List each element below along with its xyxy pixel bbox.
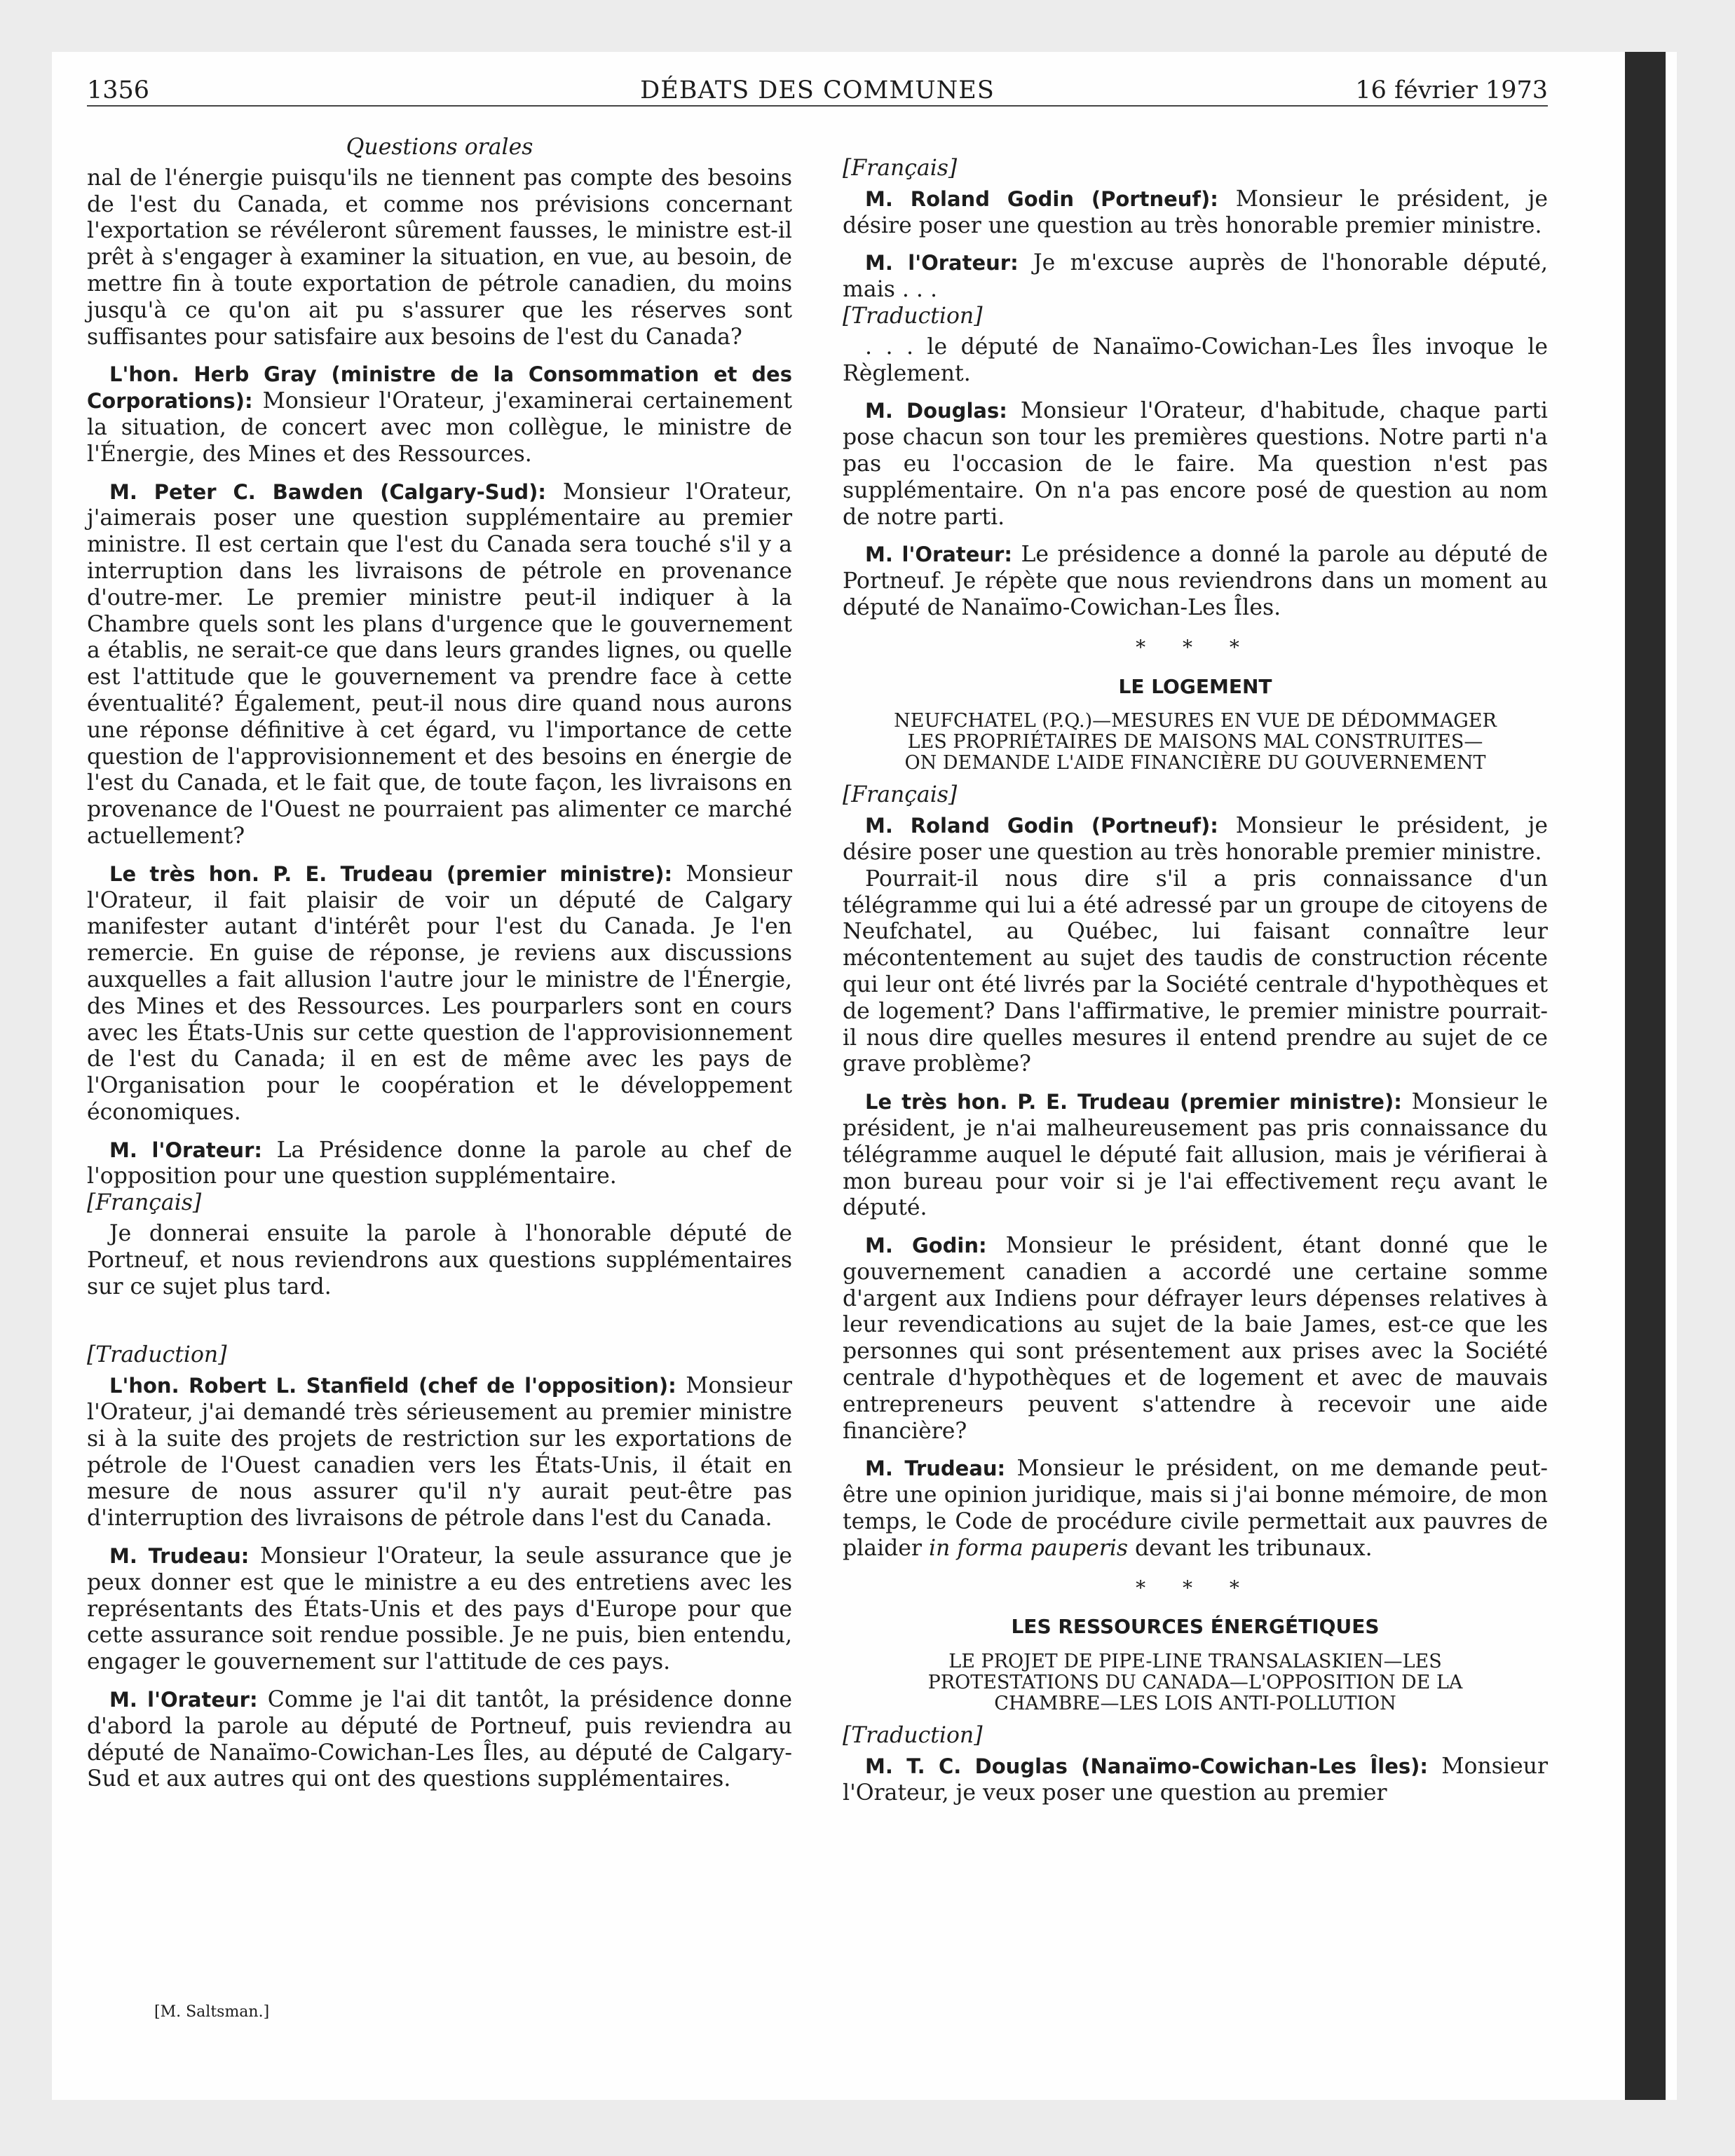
speaker-name: L'hon. Robert L. Stanfield (chef de l'opposition): — [109, 1374, 676, 1398]
language-marker: [Français] — [87, 1190, 202, 1216]
subheading-line: LE PROJET DE PIPE-LINE TRANSALASKIEN—LES — [948, 1651, 1442, 1673]
page-number: 1356 — [87, 76, 150, 104]
speaker-name: M. Trudeau: — [109, 1544, 250, 1569]
speech — [87, 1138, 792, 1191]
speech-text: Monsieur le président, je désire poser une question au très honorable premier ministre. — [843, 813, 1548, 865]
running-head: Questions orales — [346, 135, 533, 160]
section-separator: * * * — [1136, 1576, 1255, 1599]
speech — [87, 861, 792, 1126]
left-column — [87, 135, 792, 1804]
language-marker: [Français] — [843, 156, 958, 181]
speech — [843, 542, 1548, 621]
footer-note: [M. Saltsman.] — [154, 2003, 270, 2021]
speech — [843, 1456, 1548, 1562]
speech — [843, 186, 1548, 240]
speaker-name: L'hon. Herb Gray (ministre de la Consommation et des Corporations): — [87, 362, 792, 414]
subheading-line: LES PROPRIÉTAIRES DE MAISONS MAL CONSTRUITES— — [907, 731, 1483, 753]
paragraph: Je donnerai ensuite la parole à l'honorable député de Portneuf, et nous reviendrons aux questions supplémentaires sur ce sujet plus tard. — [87, 1221, 792, 1299]
speaker-name: M. Peter C. Bawden (Calgary-Sud): — [109, 479, 546, 504]
language-marker: [Traduction] — [843, 1723, 983, 1749]
speaker-name: Le très hon. P. E. Trudeau (premier ministre): — [865, 1090, 1402, 1114]
paragraph: . . . le député de Nanaïmo-Cowichan-Les Îles invoque le Règlement. — [843, 334, 1548, 386]
section-title: LES RESSOURCES ÉNERGÉTIQUES — [1011, 1615, 1380, 1639]
speaker-name: Le très hon. P. E. Trudeau (premier ministre): — [109, 861, 673, 886]
speech-text: devant les tribunaux. — [1128, 1535, 1373, 1561]
speech-text: Monsieur l'Orateur, j'ai demandé très sérieusement au premier ministre si à la suite des projets de restriction sur les exportations de pétrole de l'Ouest canadien vers les États-Unis, il était en mesure de nous assurer qu'il n'y aurait peut-être pas d'interruption des livraisons de pétrole dans l'est du Canada. — [87, 1373, 792, 1531]
speech-text: Monsieur l'Orateur, j'aimerais poser une question supplémentaire au premier ministre. Il est certain que l'est du Canada sera touché s'il y a interruption dans les livraisons de pétrole en provenance d'outre-mer. Le premier ministre peut-il indiquer à la Chambre quels sont les plans d'urgence que le gouvernement a établis, ne serait-ce que dans leurs grandes lignes, ou quelle est l'attitude que le gouvernement va prendre face à cette éventualité? Également, peut-il nous dire quand nous aurons une réponse définitive à cet égard, vu l'importance de cette question de l'approvisionnement et des besoins en énergie de l'est du Canada, et le fait que, de toute façon, les livraisons en provenance de l'Ouest ne pourraient pas alimenter ce marché actuellement? — [87, 479, 792, 849]
speech-text: Monsieur l'Orateur, la seule assurance que je peux donner est que le ministre a eu des entretiens avec les représentants des États-Unis et des pays d'Europe pour que cette assurance soit rendue possible. Je ne puis, bien entendu, engager le gouvernement sur l'attitude de ces pays. — [87, 1543, 792, 1675]
speaker-name: M. Godin: — [865, 1234, 987, 1258]
latin-phrase: in forma pauperis — [928, 1535, 1129, 1561]
speaker-name: M. T. C. Douglas (Nanaïmo-Cowichan-Les Îles): — [865, 1754, 1428, 1779]
speech-text: Monsieur le président, je n'ai malheureusement pas pris connaissance du télégramme auquel le député fait allusion, mais je vérifierai à mon bureau pour voir si je l'ai effectivement reçu avant le député. — [843, 1089, 1548, 1221]
speaker-name: M. l'Orateur: — [865, 543, 1012, 567]
speech-text: Le présidence a donné la parole au député de Portneuf. Je répète que nous reviendrons dans un moment au député de Nanaïmo-Cowichan-Les Îles. — [843, 542, 1549, 620]
section-subheading — [843, 711, 1548, 774]
speech — [87, 362, 792, 468]
speech-text: Monsieur le président, étant donné que le gouvernement canadien a accordé une certaine somme d'argent aux Indiens pour défrayer leurs dépenses relatives à leur revendications au sujet de la baie James, est-ce que les personnes qui sont présentement aux prises avec la Société centrale d'hypothèques et de logement et avec de mauvais entrepreneurs peuvent s'attendre à recevoir une aide financière? — [843, 1233, 1549, 1444]
subheading-line: PROTESTATIONS DU CANADA—L'OPPOSITION DE LA — [927, 1672, 1463, 1694]
speaker-name: M. Douglas: — [865, 399, 1007, 423]
page-header — [87, 76, 1548, 107]
right-column — [843, 156, 1548, 1818]
speech — [843, 1754, 1548, 1807]
subheading-line: CHAMBRE—LES LOIS ANTI-POLLUTION — [994, 1693, 1396, 1715]
speech-text: Monsieur le président, on me demande peut-être une opinion juridique, mais si j'ai bonne mémoire, de mon temps, le Code de procédure civile permettait aux pauvres de plaider — [843, 1456, 1548, 1561]
speech-text: La Présidence donne la parole au chef de l'opposition pour une question supplémentaire. — [87, 1137, 792, 1189]
speaker-name: M. Roland Godin (Portneuf): — [865, 186, 1218, 211]
speech-text: Monsieur le président, je désire poser une question au très honorable premier ministre. — [843, 186, 1548, 238]
speaker-name: M. l'Orateur: — [865, 251, 1019, 275]
paragraph: Pourrait-il nous dire s'il a pris connaissance d'un télégramme qui lui a été adressé par un groupe de citoyens de Neufchatel, au Québec, lui faisant connaître leur mécontentement au sujet des taudis de construction récente qui leur ont été livrés par la Société centrale d'hypothèques et de logement? Dans l'affirmative, le premier ministre pourrait-il nous dire quelles mesures il entend prendre au sujet de ce grave problème? — [843, 866, 1548, 1077]
speech-text: Monsieur l'Orateur, je veux poser une question au premier — [843, 1754, 1549, 1806]
speech — [87, 1543, 792, 1676]
subheading-line: ON DEMANDE L'AIDE FINANCIÈRE DU GOUVERNEMENT — [904, 752, 1486, 775]
speech — [843, 250, 1548, 303]
paragraph: nal de l'énergie puisqu'ils ne tiennent pas compte des besoins de l'est du Canada, et comme nos prévisions concernant l'exportation se révéleront sûrement fausses, le ministre est-il prêt à s'engager à examiner la situation, en vue, au besoin, de mettre fin à toute exportation de pétrole canadien, du moins jusqu'à ce qu'on ait pu s'assurer que les réserves sont suffisantes pour satisfaire aux besoins de l'est du Canada? — [87, 165, 792, 350]
subheading-line: NEUFCHATEL (P.Q.)—MESURES EN VUE DE DÉDOMMAGER — [894, 710, 1497, 732]
speaker-name: M. Trudeau: — [865, 1456, 1006, 1481]
page-date: 16 février 1973 — [1355, 76, 1548, 104]
journal-title: DÉBATS DES COMMUNES — [640, 76, 995, 104]
scan-edge — [1625, 52, 1666, 2100]
speech-text: Je m'excuse auprès de l'honorable député, mais . . . — [843, 250, 1548, 303]
speech-text: Monsieur l'Orateur, d'habitude, chaque parti pose chacun son tour les premières questions. Notre parti n'a pas eu l'occasion de le faire. Ma question n'est pas supplémentaire. On n'a pas encore posé de question au nom de notre parti. — [843, 398, 1548, 530]
speech-text: Comme je l'ai dit tantôt, la présidence donne d'abord la parole au député de Portneuf, puis reviendra au député de Nanaïmo-Cowichan-Les Îles, au député de Calgary-Sud et aux autres qui ont des questions supplémentaires. — [87, 1687, 792, 1792]
language-marker: [Français] — [843, 782, 958, 808]
section-separator: * * * — [1136, 635, 1255, 659]
speech — [843, 1233, 1548, 1445]
speaker-name: M. l'Orateur: — [109, 1138, 262, 1162]
speech — [87, 1373, 792, 1532]
speech — [843, 813, 1548, 866]
speech-text: Monsieur l'Orateur, j'examinerai certainement la situation, de concert avec mon collègue, le ministre de l'Énergie, des Mines et des Ressources. — [87, 388, 792, 467]
speaker-name: M. l'Orateur: — [109, 1688, 258, 1712]
speech — [843, 398, 1548, 531]
section-title: LE LOGEMENT — [1118, 674, 1272, 698]
language-marker: [Traduction] — [87, 1342, 227, 1368]
language-marker: [Traduction] — [843, 303, 983, 329]
section-subheading — [843, 1651, 1548, 1714]
speech — [843, 1089, 1548, 1222]
speech-text: Monsieur l'Orateur, il fait plaisir de voir un député de Calgary manifester autant d'intérêt pour l'est du Canada. Je l'en remercie. En guise de réponse, je reviens aux discussions auxquelles a fait allusion l'autre jour le ministre de l'Énergie, des Mines et des Ressources. Les pourparlers sont en cours avec les États-Unis sur cette question de l'approvisionnement de l'est du Canada; il en est de même avec les pays de l'Organisation pour le coopération et le développement économiques. — [87, 861, 793, 1125]
speech — [87, 479, 792, 850]
speech — [87, 1687, 792, 1793]
speaker-name: M. Roland Godin (Portneuf): — [865, 814, 1218, 838]
